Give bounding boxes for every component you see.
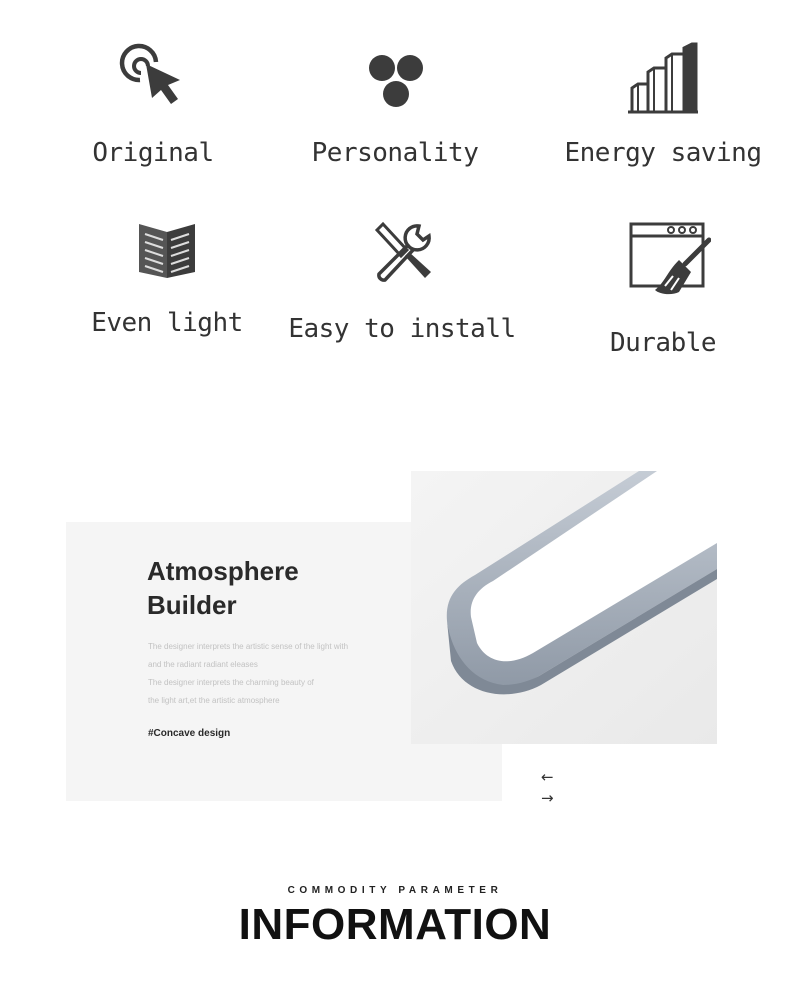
lamp-photo [411,471,717,744]
feature-energy-saving [548,42,778,168]
feature-easy-to-install [287,220,517,344]
feature-personality [280,42,510,168]
feature-label: Energy saving [564,138,762,168]
bar-steps-icon [626,42,700,114]
feature-label: Easy to install [288,314,516,344]
open-book-icon [137,220,197,280]
showcase-tag: #Concave design [148,728,231,739]
feature-original [38,42,268,168]
feature-label: Personality [311,138,479,168]
feature-label: Even light [91,308,243,338]
showcase-description: The designer interprets the artistic sense of the light with and the radiant radiant eleases The designer interprets the charming beauty of the light art,et the artistic atmosphere [148,642,349,705]
wrench-screwdriver-icon [369,220,435,286]
feature-durable [548,220,778,358]
parameter-title: INFORMATION [238,900,552,949]
next-arrow-button[interactable]: → [541,789,554,807]
prev-arrow-button[interactable]: ← [541,768,554,786]
three-circles-icon [360,42,430,114]
feature-label: Original [92,138,214,168]
browser-broom-icon [615,220,711,300]
parameter-subtitle: COMMODITY PARAMETER [287,885,503,896]
cursor-click-icon [118,42,188,114]
feature-label: Durable [609,328,717,358]
showcase-title: Atmosphere Builder [147,556,299,620]
feature-even-light [52,220,282,338]
